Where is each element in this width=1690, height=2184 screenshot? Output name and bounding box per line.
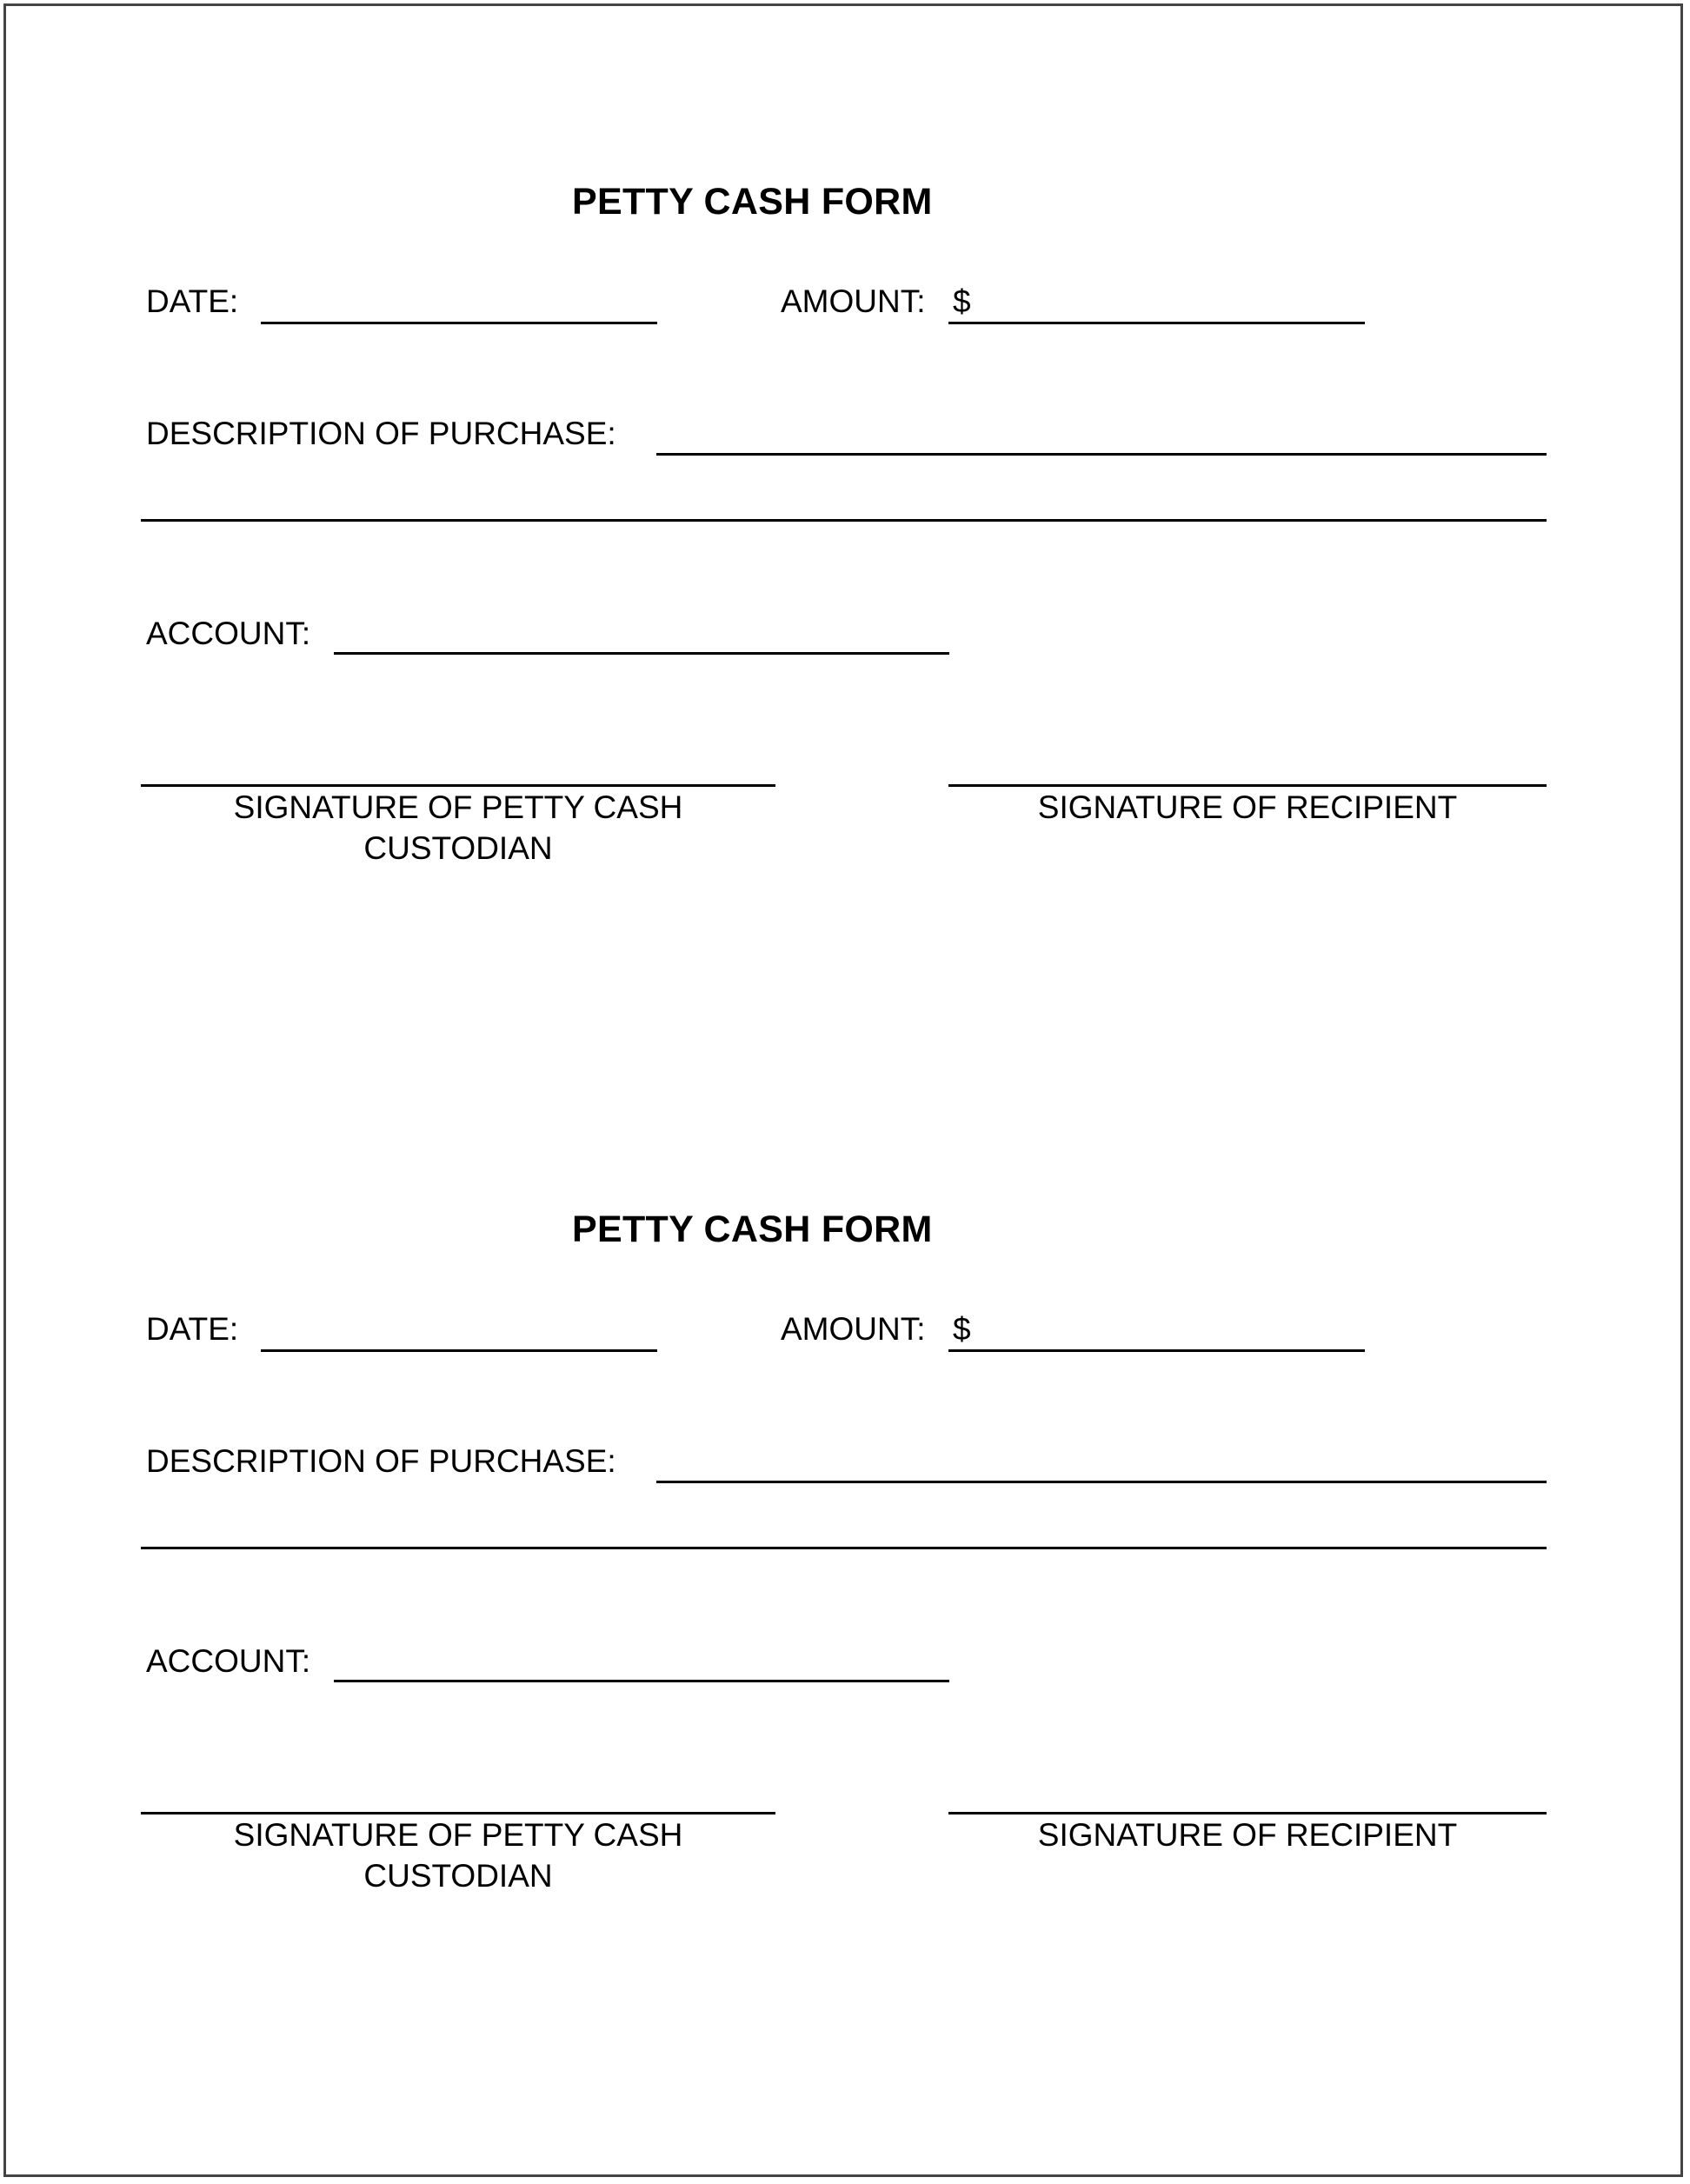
amount-field[interactable] [977,1308,1365,1346]
custodian-signature-caption [141,787,775,869]
recipient-signature-caption: SIGNATURE OF RECIPIENT [1037,789,1458,825]
form-title: PETTY CASH FORM [572,1209,933,1250]
description-field[interactable] [656,414,1547,452]
custodian-signature-caption-line-2: CUSTODIAN [363,1858,553,1894]
amount-field[interactable] [977,280,1365,318]
account-underline [334,652,949,655]
dollar-sign: $ [953,283,971,319]
petty-cash-form-2 [0,1028,1690,2054]
date-field[interactable] [261,1308,657,1346]
petty-cash-form-1 [0,0,1690,1026]
description-underline [656,453,1547,456]
amount-underline [948,1349,1365,1352]
custodian-signature-caption [141,1814,775,1896]
form-title: PETTY CASH FORM [572,181,933,223]
description-underline [656,1481,1547,1483]
description-underline-2 [141,519,1547,522]
account-label: ACCOUNT: [146,1643,311,1679]
description-label: DESCRIPTION OF PURCHASE: [146,416,616,451]
date-underline [261,322,657,324]
account-label: ACCOUNT: [146,616,311,651]
description-field-line-2[interactable] [141,1508,1547,1546]
account-underline [334,1680,949,1682]
custodian-signature-caption-line-1: SIGNATURE OF PETTY CASH [233,789,683,825]
recipient-signature-caption: SIGNATURE OF RECIPIENT [1037,1817,1458,1853]
date-field[interactable] [261,280,657,318]
description-underline-2 [141,1547,1547,1549]
amount-label: AMOUNT: [781,283,926,319]
account-field[interactable] [334,1640,949,1678]
account-field[interactable] [334,612,949,650]
description-field[interactable] [656,1442,1547,1480]
date-underline [261,1349,657,1352]
date-label: DATE: [146,283,239,319]
custodian-signature-caption-line-1: SIGNATURE OF PETTY CASH [233,1817,683,1853]
custodian-signature-caption-line-2: CUSTODIAN [363,830,553,866]
amount-label: AMOUNT: [781,1311,926,1347]
dollar-sign: $ [953,1311,971,1347]
date-label: DATE: [146,1311,239,1347]
description-field-line-2[interactable] [141,480,1547,518]
description-label: DESCRIPTION OF PURCHASE: [146,1443,616,1479]
amount-underline [948,322,1365,324]
